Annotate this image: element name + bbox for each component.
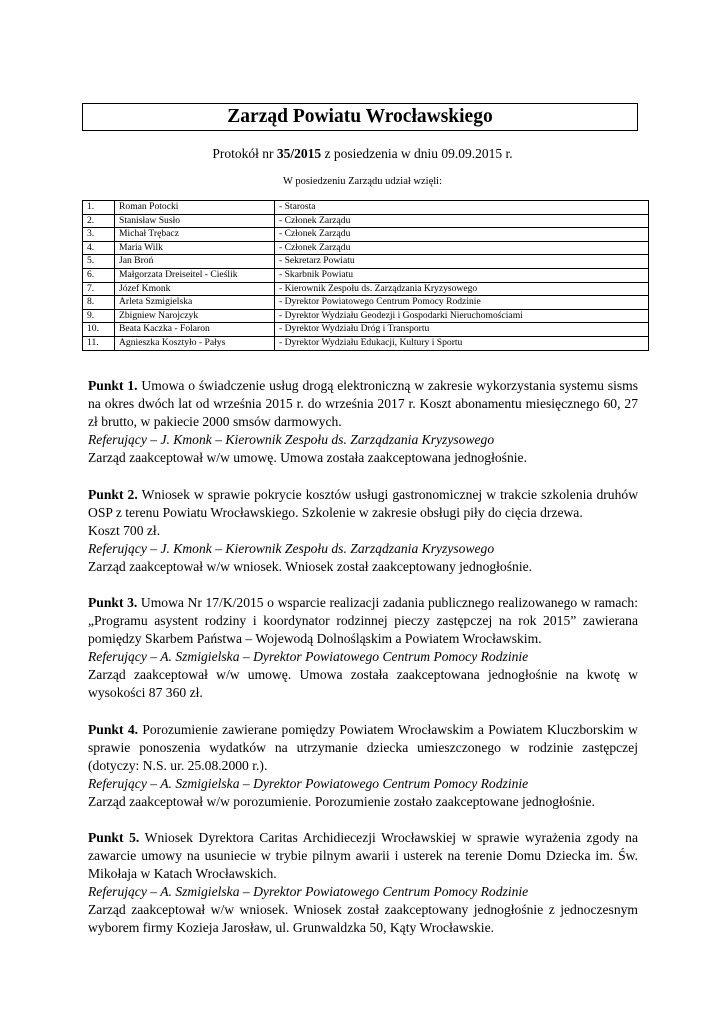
point-label: Punkt 2.	[88, 486, 138, 502]
point-text: Wniosek Dyrektora Caritas Archidiecezji Wrocławskiej w sprawie wyrażenia zgody na zawarcie umowy na usuniecie w trybie pilnym awarii i usterek na terenie Domu Dziecka im. Św. Mikołaja w Katach Wrocławskich.	[88, 830, 638, 881]
point-text: Porozumienie zawierane pomiędzy Powiatem Wrocławskim a Powiatem Kluczborskim w sprawie ponoszenia wydatków na utrzymanie dziecka umieszczonego w rodzinie zastępczej (dotyczy: N.S. ur. 25.08.2000 r.).	[88, 721, 638, 773]
protocol-suffix: z posiedzenia w dniu 09.09.2015 r.	[321, 146, 513, 161]
protocol-line	[0, 145, 725, 163]
attendee-name: Józef Kmonk	[115, 282, 275, 296]
attendee-name: Maria Wilk	[115, 241, 275, 255]
point-label: Punkt 3.	[88, 595, 138, 610]
point-label: Punkt 1.	[88, 378, 138, 393]
attendee-name: Beata Kaczka - Folaron	[115, 323, 275, 337]
point-text: Umowa Nr 17/K/2015 o wsparcie realizacji zadania publicznego realizowanego w ramach: „Programu asystent rodziny i koordynator rodzinnej pieczy zastępczej na rok 2015” zawierana pomiędzy Skarbem Państwa – Wojewodą Dolnośląskim a Powiatem Wrocławskim.	[88, 595, 638, 646]
attendee-number: 1.	[83, 201, 115, 215]
attendees-heading: W posiedzeniu Zarządu udział wzięli:	[283, 176, 442, 187]
attendee-row	[83, 201, 649, 215]
attendee-role: - Sekretarz Powiatu	[275, 255, 649, 269]
attendee-number: 2.	[83, 214, 115, 228]
point-referent: Referujący – J. Kmonk – Kierownik Zespołu ds. Zarządzania Kryzysowego	[88, 432, 495, 447]
attendee-name: Arleta Szmigielska	[115, 296, 275, 310]
attendee-name: Agnieszka Kosztyło - Pałys	[115, 336, 275, 350]
attendee-name: Stanisław Susło	[115, 214, 275, 228]
protocol-prefix: Protokół nr	[212, 146, 277, 161]
point-referent: Referujący – A. Szmigielska – Dyrektor Powiatowego Centrum Pomocy Rodzinie	[88, 884, 529, 899]
attendee-role: - Skarbnik Powiatu	[275, 268, 649, 282]
attendee-number: 11.	[83, 336, 115, 350]
point-decision: Zarząd zaakceptował w/w umowę. Umowa została zaakceptowana jednogłośnie.	[88, 450, 527, 465]
attendee-row	[83, 336, 649, 350]
protocol-number: 35/2015	[276, 146, 322, 161]
point-text: Wniosek w sprawie pokrycie kosztów usługi gastronomicznej w trakcie szkolenia druhów OSP z terenu Powiatu Wrocławskiego. Szkolenie w zakresie obsługi piły do cięcia drzewa.	[88, 486, 639, 520]
attendee-row	[83, 309, 649, 323]
attendee-number: 8.	[83, 296, 115, 310]
point-description	[88, 486, 638, 522]
point-decision: Zarząd zaakceptował w/w umowę. Umowa została zaakceptowana jednogłośnie na kwotę w wysokości 87 360 zł.	[88, 667, 638, 700]
agenda-point	[88, 377, 638, 467]
agenda-point	[88, 594, 638, 702]
point-label: Punkt 5.	[88, 830, 140, 845]
attendee-role: - Dyrektor Wydziału Dróg i Transportu	[275, 323, 649, 337]
attendee-number: 3.	[83, 228, 115, 242]
attendee-row	[83, 296, 649, 310]
attendees-table	[82, 200, 649, 351]
point-description	[88, 594, 638, 648]
attendee-number: 9.	[83, 309, 115, 323]
point-label: Punkt 4.	[88, 721, 139, 737]
point-referent: Referujący – A. Szmigielska – Dyrektor Powiatowego Centrum Pomocy Rodzinie	[88, 775, 529, 791]
attendee-row	[83, 268, 649, 282]
attendee-row	[83, 255, 649, 269]
attendee-row	[83, 228, 649, 242]
attendee-name: Małgorzata Dreiseitel - Cieślik	[115, 268, 275, 282]
attendee-role: - Dyrektor Powiatowego Centrum Pomocy Rodzinie	[275, 296, 649, 310]
attendee-row	[83, 323, 649, 337]
attendee-number: 4.	[83, 241, 115, 255]
attendee-row	[83, 282, 649, 296]
point-referent: Referujący – A. Szmigielska – Dyrektor Powiatowego Centrum Pomocy Rodzinie	[88, 649, 529, 664]
attendee-role: - Członek Zarządu	[275, 228, 649, 242]
attendee-row	[83, 214, 649, 228]
point-decision: Zarząd zaakceptował w/w wniosek. Wniosek został zaakceptowany jednogłośnie.	[88, 558, 533, 574]
attendee-role: - Dyrektor Wydziału Geodezji i Gospodarki Nieruchomościami	[275, 309, 649, 323]
attendee-role: - Członek Zarządu	[275, 241, 649, 255]
attendee-name: Michał Trębacz	[115, 228, 275, 242]
point-extra: Koszt 700 zł.	[88, 522, 161, 538]
point-description	[88, 721, 638, 775]
point-description	[88, 377, 638, 431]
attendee-role: - Członek Zarządu	[275, 214, 649, 228]
point-decision: Zarząd zaakceptował w/w wniosek. Wniosek został zaakceptowany jednogłośnie z jednoczesnym wyborem firmy Kozieja Jarosław, ul. Grunwaldzka 50, Kąty Wrocławskie.	[88, 902, 638, 935]
attendee-number: 7.	[83, 282, 115, 296]
attendee-role: - Starosta	[275, 201, 649, 215]
point-decision: Zarząd zaakceptował w/w porozumienie. Porozumienie zostało zaakceptowane jednogłośnie.	[88, 793, 595, 809]
attendee-name: Roman Potocki	[115, 201, 275, 215]
attendee-row	[83, 241, 649, 255]
attendee-name: Zbigniew Narojczyk	[115, 309, 275, 323]
attendee-role: - Dyrektor Wydziału Edukacji, Kultury i Sportu	[275, 336, 649, 350]
agenda-point	[88, 486, 638, 576]
attendee-number: 6.	[83, 268, 115, 282]
point-text: Umowa o świadczenie usług drogą elektroniczną w zakresie wykorzystania systemu sisms na okres dwóch lat od września 2015 r. do września 2017 r. Koszt abonamentu miesięcznego 60, 27 zł brutto, w pakiecie 2000 smsów darmowych.	[88, 378, 638, 429]
agenda-points	[88, 377, 638, 956]
attendee-role: - Kierownik Zespołu ds. Zarządzania Kryzysowego	[275, 282, 649, 296]
attendee-number: 5.	[83, 255, 115, 269]
attendee-number: 10.	[83, 323, 115, 337]
point-description	[88, 829, 638, 883]
document-title: Zarząd Powiatu Wrocławskiego	[82, 103, 638, 131]
point-referent: Referujący – J. Kmonk – Kierownik Zespołu ds. Zarządzania Kryzysowego	[88, 540, 495, 556]
agenda-point	[88, 721, 638, 811]
attendee-name: Jan Broń	[115, 255, 275, 269]
agenda-point	[88, 829, 638, 937]
